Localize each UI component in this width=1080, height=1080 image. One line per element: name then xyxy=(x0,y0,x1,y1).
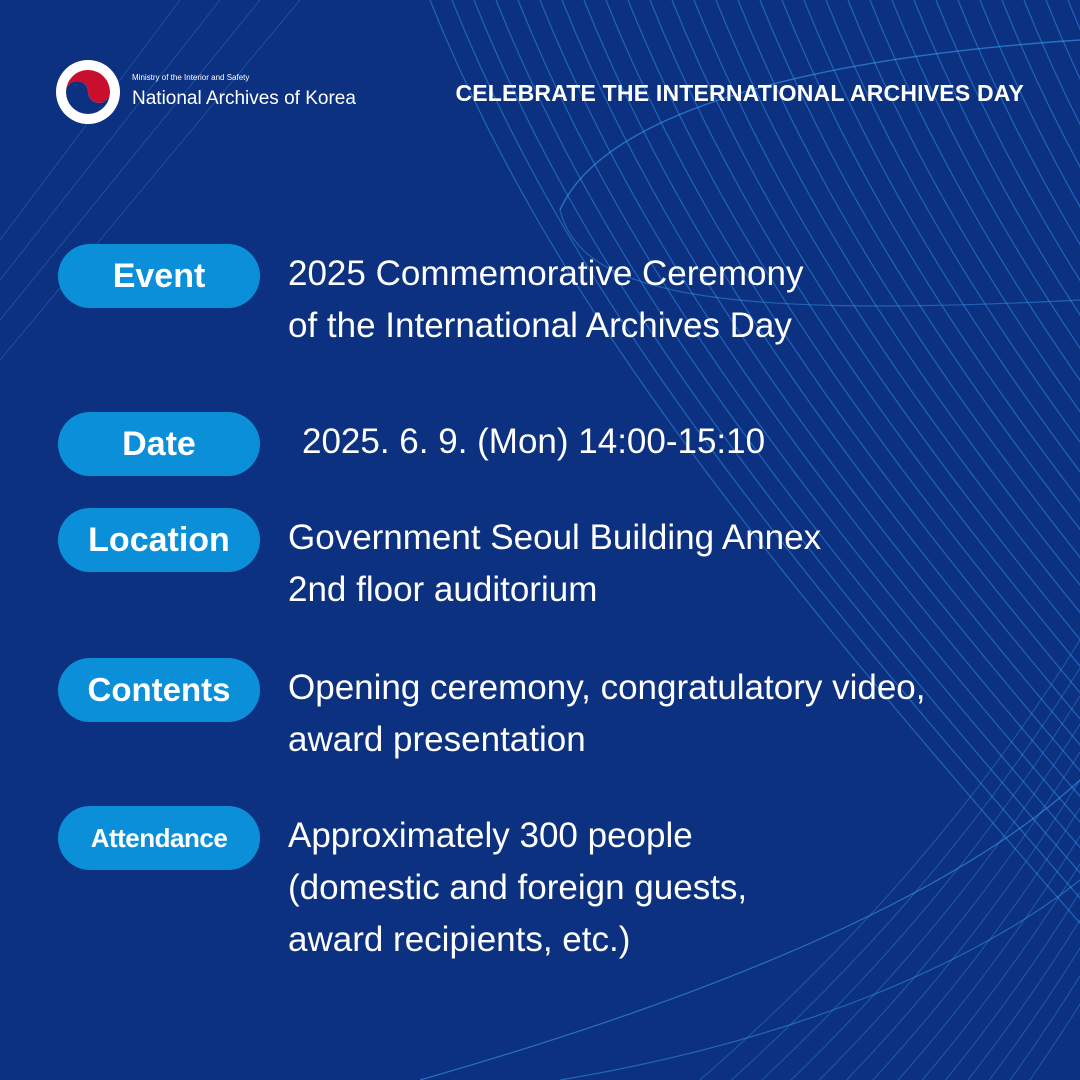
value-date xyxy=(302,416,765,468)
value-line: Approximately 300 people xyxy=(288,816,693,855)
value-line: Opening ceremony, congratulatory video, xyxy=(288,668,926,707)
value-line: award recipients, etc.) xyxy=(288,920,631,959)
value-line: award presentation xyxy=(288,720,586,759)
label-pill-location: Location xyxy=(58,508,260,572)
label-pill-event: Event xyxy=(58,244,260,308)
label-pill-attendance: Attendance xyxy=(58,806,260,870)
value-line: of the International Archives Day xyxy=(288,306,792,345)
info-row-location xyxy=(58,508,821,616)
logo xyxy=(56,60,356,124)
value-line: 2025 Commemorative Ceremony xyxy=(288,254,804,293)
label-pill-contents: Contents xyxy=(58,658,260,722)
info-row-contents xyxy=(58,658,926,766)
value-line: 2025. 6. 9. (Mon) 14:00-15:10 xyxy=(302,422,766,461)
value-line: 2nd floor auditorium xyxy=(288,570,598,609)
info-row-attendance xyxy=(58,806,747,966)
value-location xyxy=(288,512,821,616)
value-line: (domestic and foreign guests, xyxy=(288,868,748,907)
value-line: Government Seoul Building Annex xyxy=(288,518,822,557)
value-contents xyxy=(288,662,926,766)
value-event xyxy=(288,248,803,352)
ministry-name: Ministry of the Interior and Safety xyxy=(132,73,250,82)
organization-name: National Archives of Korea xyxy=(132,88,356,109)
info-row-date xyxy=(58,412,765,476)
label-pill-date: Date xyxy=(58,412,260,476)
info-row-event xyxy=(58,244,803,352)
headline: CELEBRATE THE INTERNATIONAL ARCHIVES DAY xyxy=(455,80,1024,106)
value-attendance xyxy=(288,810,747,966)
taegeuk-emblem-icon xyxy=(56,60,120,124)
